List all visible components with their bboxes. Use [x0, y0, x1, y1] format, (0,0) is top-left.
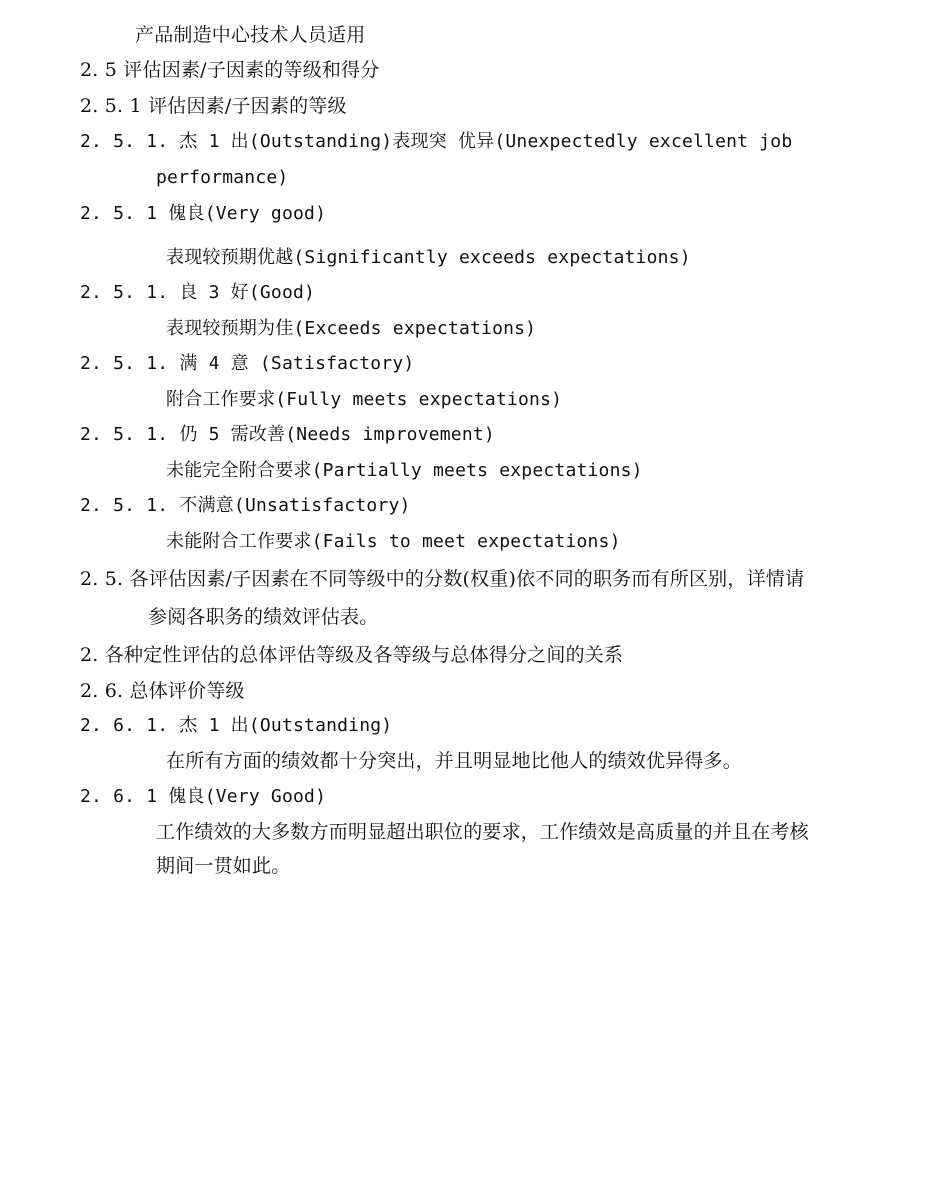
rating-description-unsatisfactory: 未能附合工作要求(Fails to meet expectations) — [166, 531, 621, 552]
overall-item-outstanding: 2. 6. 1. 杰 1 出(Outstanding) — [80, 715, 393, 736]
rating-item-very-good: 2. 5. 1 傀良(Very good) — [80, 203, 327, 224]
overall-item-very-good: 2. 6. 1 傀良(Very Good) — [80, 786, 327, 807]
weighting-note: 2. 5. 各评估因素/子因素在不同等级中的分数(权重)依不同的职务而有所区别，详情请 — [80, 568, 805, 590]
rating-item-satisfactory: 2. 5. 1. 满 4 意 (Satisfactory) — [80, 353, 415, 374]
section-heading: 2. 5 评估因素/子因素的等级和得分 — [80, 59, 380, 81]
overall-description-very-good-continuation: 期间一贯如此。 — [156, 855, 291, 877]
rating-item-unsatisfactory: 2. 5. 1. 不满意(Unsatisfactory) — [80, 495, 411, 516]
rating-description-needs-improvement: 未能完全附合要求(Partially meets expectations) — [166, 460, 643, 481]
rating-description-satisfactory: 附合工作要求(Fully meets expectations) — [166, 389, 563, 410]
weighting-note-continuation: 参阅各职务的绩效评估表。 — [148, 606, 379, 628]
section-heading-overall-grade: 2. 6. 总体评价等级 — [80, 680, 245, 702]
rating-item-outstanding: 2. 5. 1. 杰 1 出(Outstanding)表现突 优异(Unexpectedly excellent job — [80, 131, 793, 152]
section-heading-overall-relationship: 2. 各种定性评估的总体评估等级及各等级与总体得分之间的关系 — [80, 644, 624, 666]
overall-description-very-good: 工作绩效的大多数方而明显超出职位的要求，工作绩效是高质量的并且在考核 — [156, 821, 809, 843]
rating-item-good: 2. 5. 1. 良 3 好(Good) — [80, 282, 316, 303]
rating-description-good: 表现较预期为佳(Exceeds expectations) — [166, 318, 537, 339]
rating-item-outstanding-continuation: performance) — [156, 167, 289, 188]
document-header: 产品制造中心技术人员适用 — [135, 24, 366, 46]
overall-description-outstanding: 在所有方面的绩效都十分突出，并且明显地比他人的绩效优异得多。 — [166, 750, 743, 772]
rating-description-very-good: 表现较预期优越(Significantly exceeds expectations) — [166, 247, 691, 268]
rating-item-needs-improvement: 2. 5. 1. 仍 5 需改善(Needs improvement) — [80, 424, 495, 445]
subsection-heading: 2. 5. 1 评估因素/子因素的等级 — [80, 95, 347, 117]
